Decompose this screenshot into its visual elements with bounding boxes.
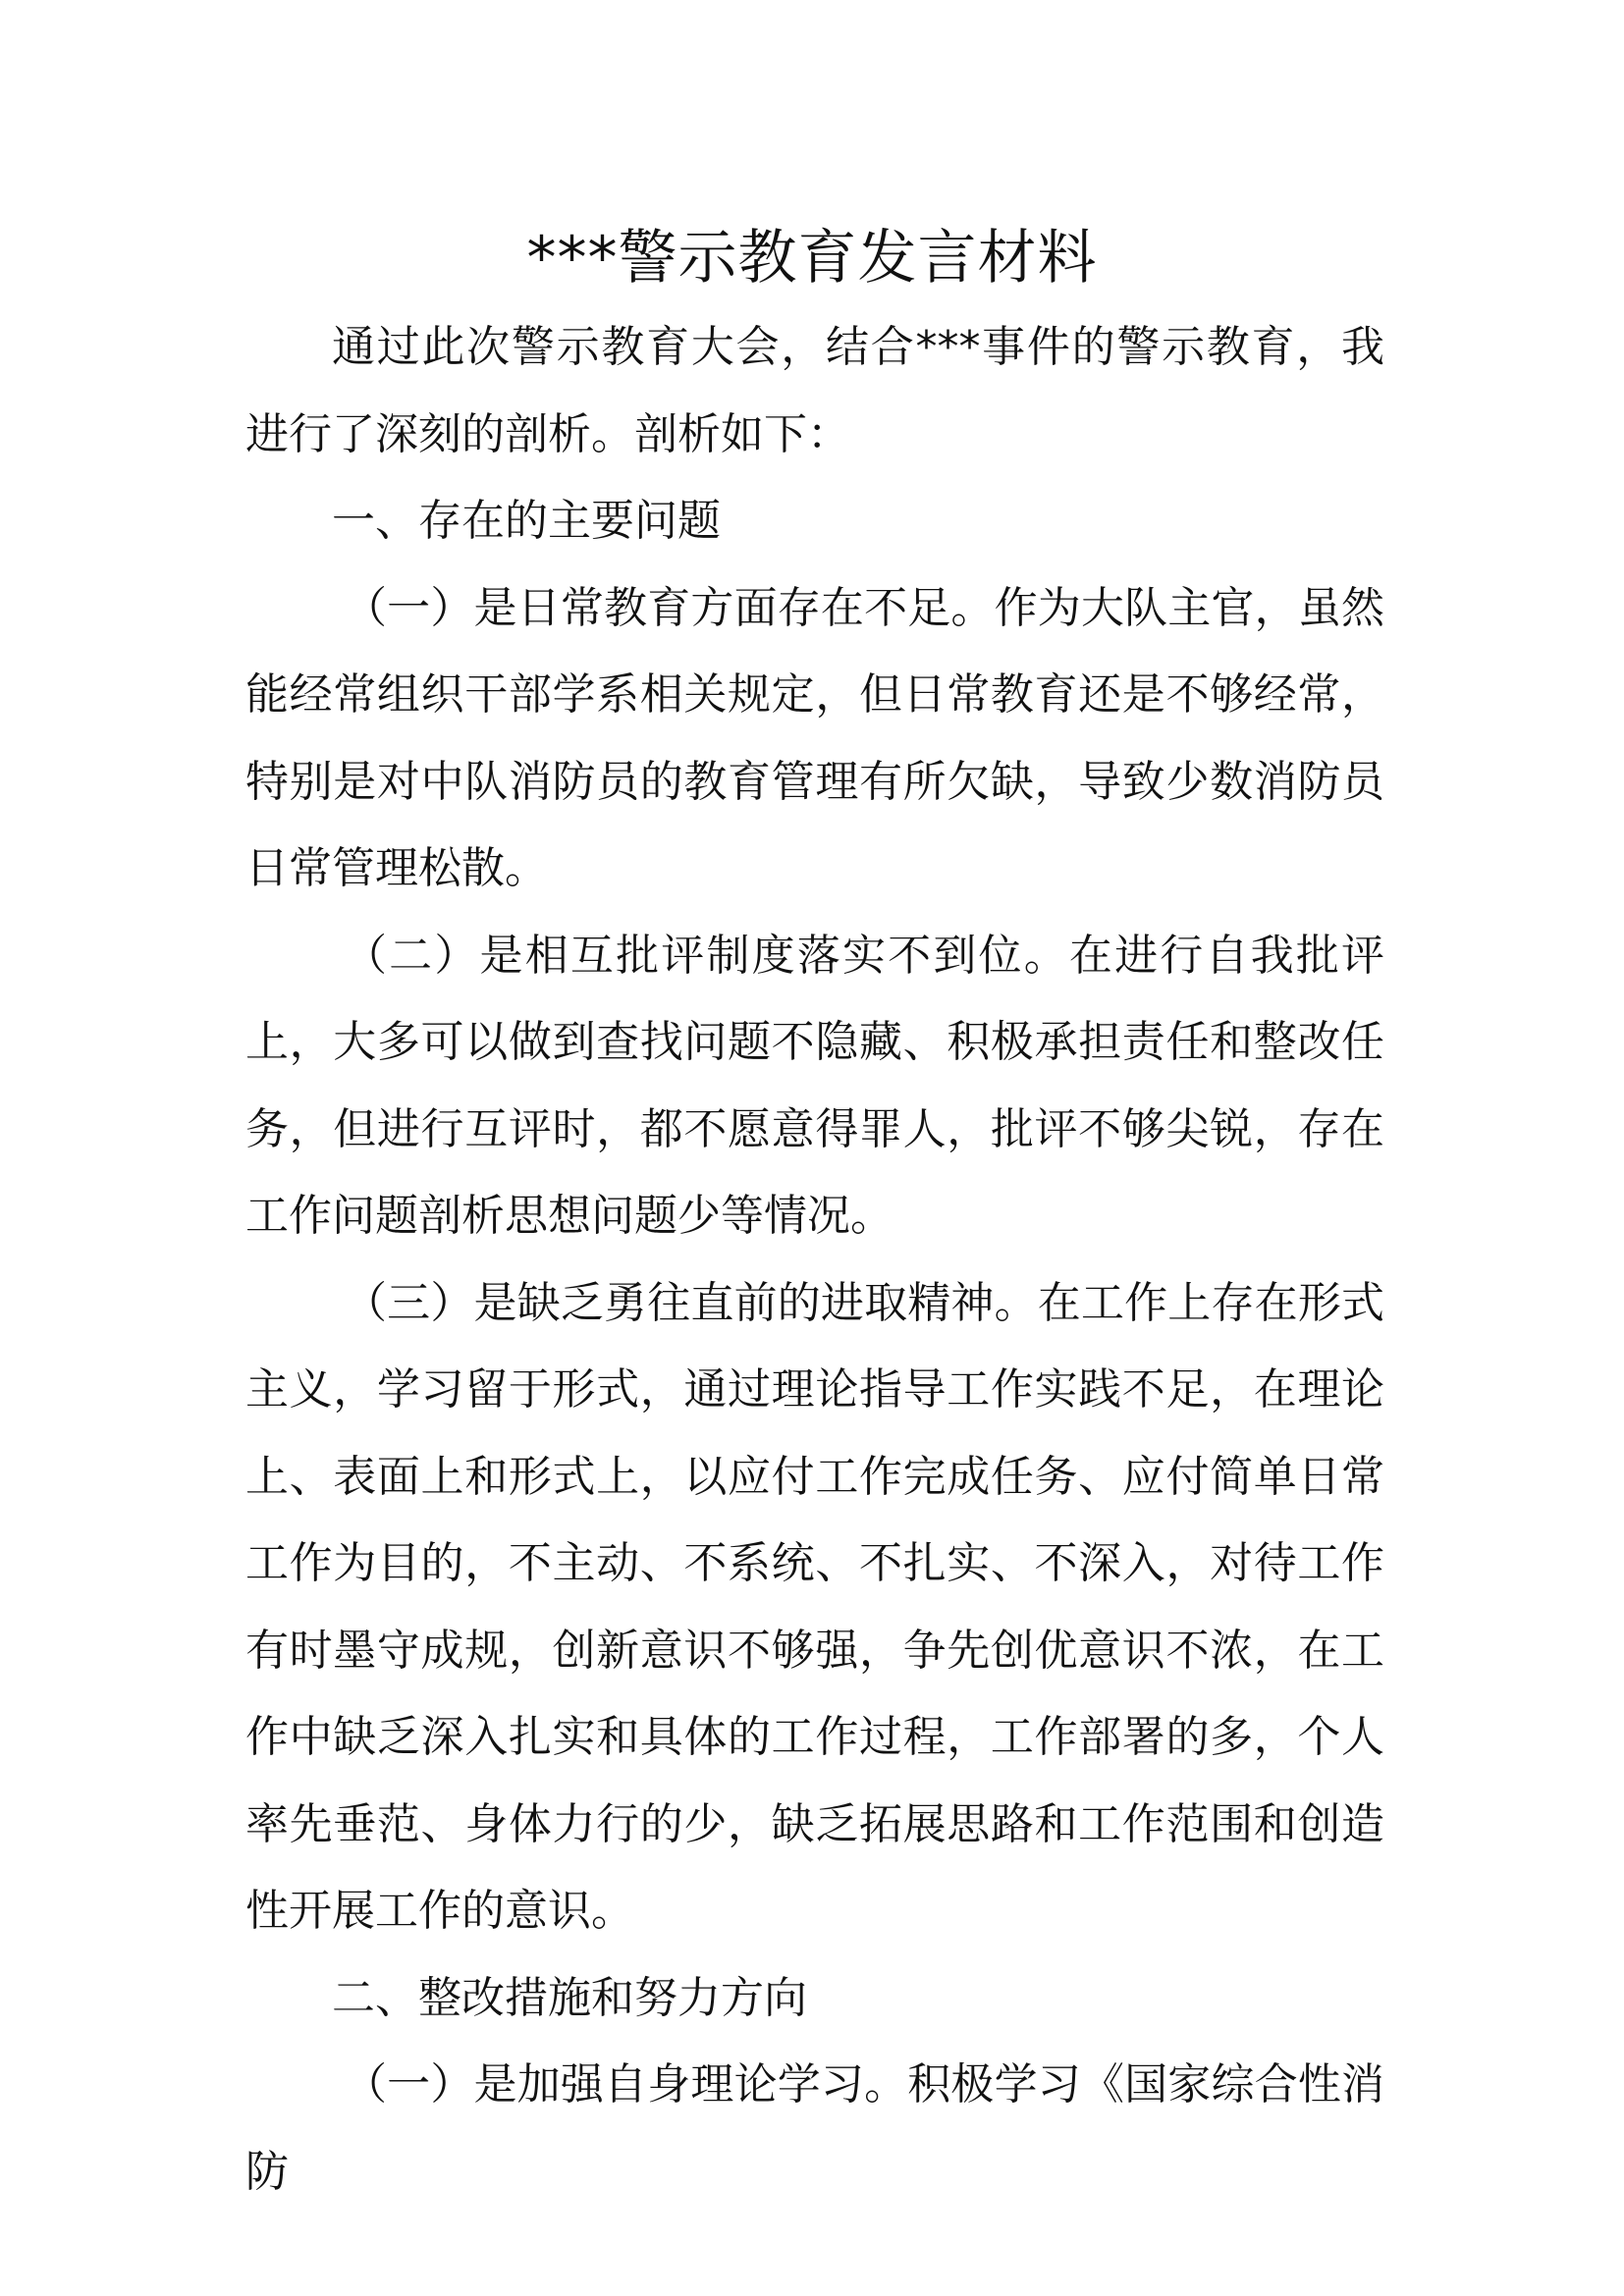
document-title: ***警示教育发言材料	[526, 224, 1098, 293]
problem-paragraph-1: （一）是日常教育方面存在不足。作为大队主官，虽然能经常组织干部学系相关规定，但日常教育还是不够经常，特别是对中队消防员的教育管理有所欠缺，导致少数消防员日常管理松散。	[245, 582, 1384, 893]
problem-paragraph-3: （三）是缺乏勇往直前的进取精神。在工作上存在形式主义，学习留于形式，通过理论指导工作实践不足，在理论上、表面上和形式上，以应付工作完成任务、应付简单日常工作为目的，不主动、不系统、不扎实、不深入，对待工作有时墨守成规，创新意识不够强，争先创优意识不浓，在工作中缺乏深入扎实和具体的工作过程，工作部署的多，个人率先垂范、身体力行的少，缺乏拓展思路和工作范围和创造性开展工作的意识。	[245, 1277, 1384, 1936]
section-heading-measures: 二、整改措施和努力方向	[332, 1972, 807, 2023]
problem-paragraph-2: （二）是相互批评制度落实不到位。在进行自我批评上，大多可以做到查找问题不隐藏、积极承担责任和整改任务，但进行互评时，都不愿意得罪人，批评不够尖锐，存在工作问题剖析思想问题少等情况。	[245, 930, 1384, 1241]
document-body	[245, 304, 1384, 2216]
section-heading-problems: 一、存在的主要问题	[332, 496, 721, 546]
measure-paragraph-1: （一）是加强自身理论学习。积极学习《国家综合性消防	[245, 2059, 1384, 2197]
intro-paragraph: 通过此次警示教育大会，结合***事件的警示教育，我进行了深刻的剖析。剖析如下：	[245, 322, 1384, 459]
